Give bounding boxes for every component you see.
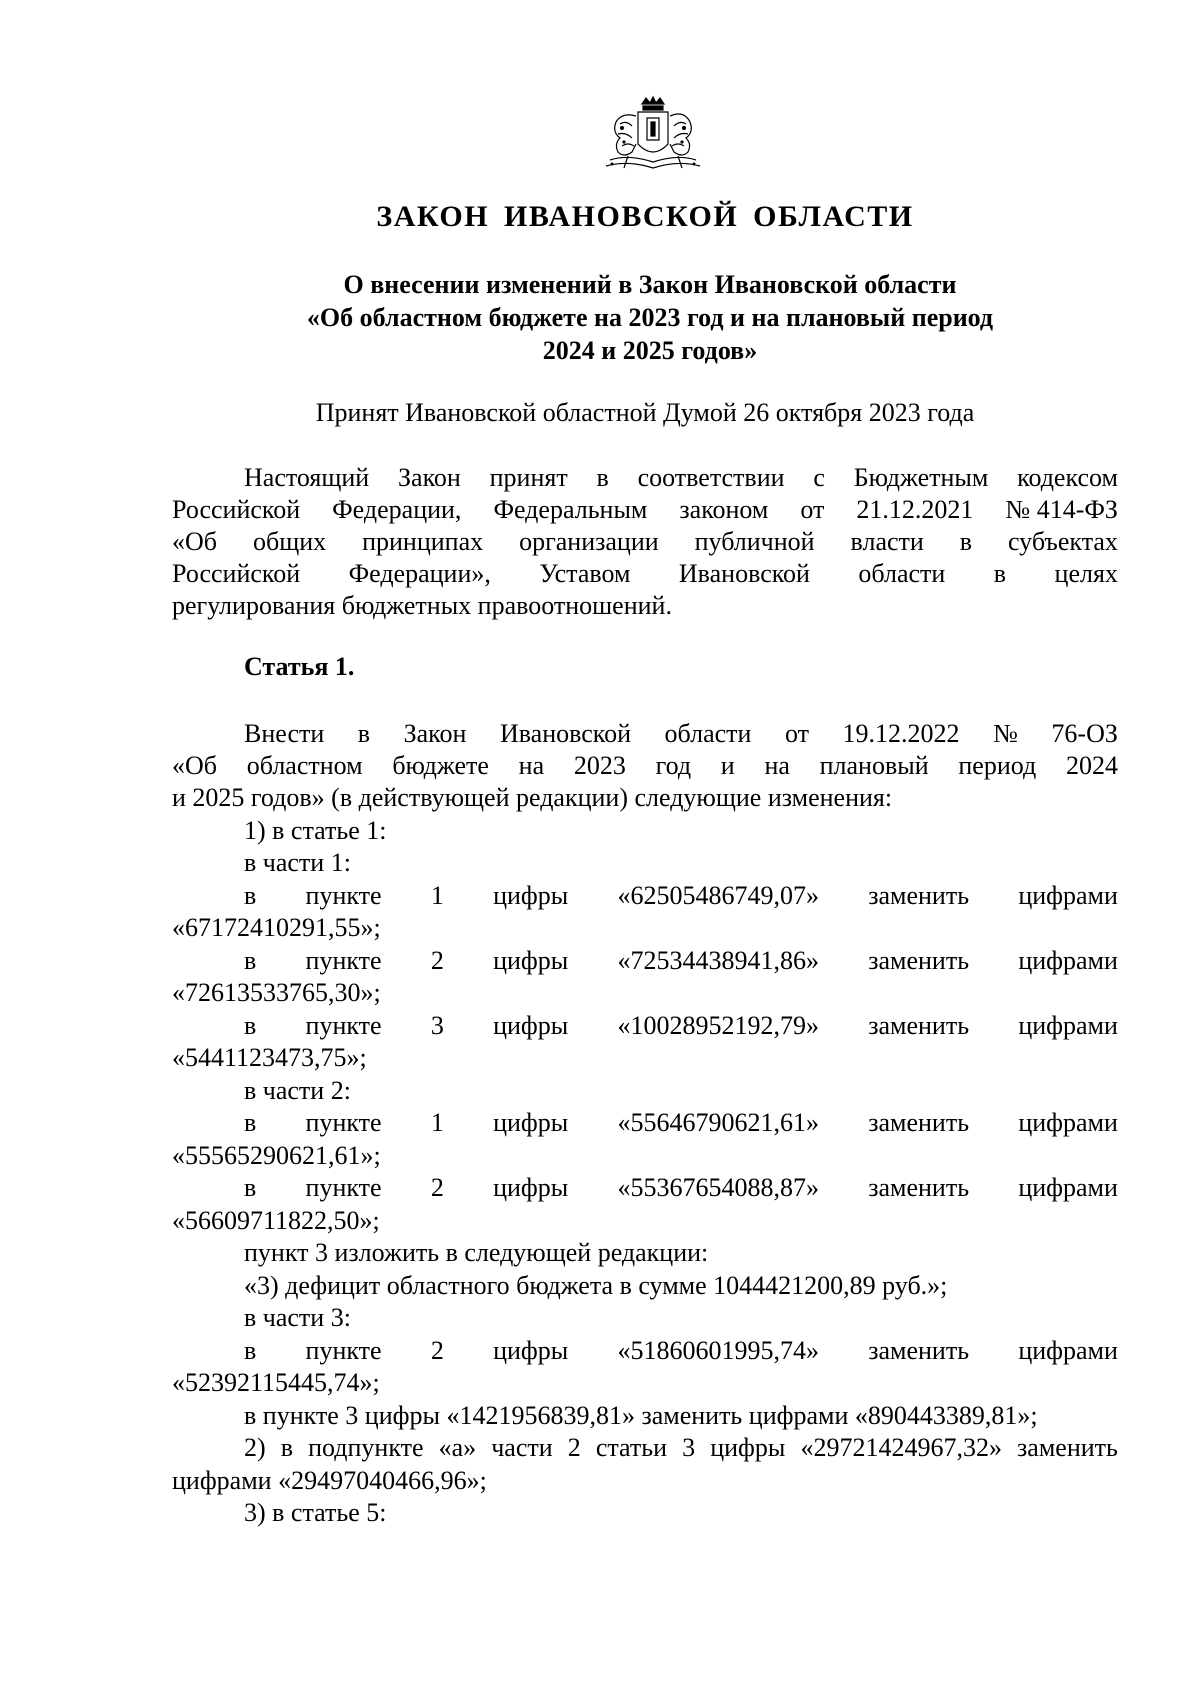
part-2-point-2-value: «56609711822,50»; bbox=[172, 1205, 380, 1235]
preamble-line: Настоящий Закон принят в соответствии с Бюджетным кодексом bbox=[244, 463, 1118, 492]
part-1-point-3: в пункте 3 цифры «10028952192,79» заменить цифрами bbox=[244, 1010, 1118, 1040]
preamble-line: «Об общих принципах организации публичной власти в субъектах bbox=[172, 527, 1118, 556]
adoption-note: Принят Ивановской областной Думой 26 октября 2023 года bbox=[315, 398, 975, 427]
preamble-line: регулирования бюджетных правоотношений. bbox=[172, 591, 672, 620]
item-2-value: цифрами «29497040466,96»; bbox=[172, 1465, 487, 1495]
item-2: 2) в подпункте «а» части 2 статьи 3 цифры «29721424967,32» заменить bbox=[244, 1433, 1118, 1462]
part-2-point-1: в пункте 1 цифры «55646790621,61» заменить цифрами bbox=[244, 1108, 1118, 1137]
part-2-point-3: пункт 3 изложить в следующей редакции: bbox=[244, 1238, 709, 1267]
article-heading: Статья 1. bbox=[244, 652, 355, 681]
law-subtitle-line-3: 2024 и 2025 годов» bbox=[542, 336, 758, 365]
law-subtitle-line-1: О внесении изменений в Закон Ивановской области bbox=[343, 270, 957, 299]
part-3-point-2: в пункте 2 цифры «51860601995,74» заменить цифрами bbox=[244, 1335, 1118, 1365]
part-3-point-2-value: «52392115445,74»; bbox=[172, 1368, 380, 1397]
part-1-point-1: в пункте 1 цифры «62505486749,07» заменить цифрами bbox=[244, 880, 1118, 910]
part-1-point-2-value: «72613533765,30»; bbox=[172, 978, 381, 1007]
article-intro-line: и 2025 годов» (в действующей редакции) следующие изменения: bbox=[172, 783, 893, 812]
part-1-point-2: в пункте 2 цифры «72534438941,86» заменить цифрами bbox=[244, 945, 1118, 975]
item-1: 1) в статье 1: bbox=[244, 815, 387, 845]
part-1-point-1-value: «67172410291,55»; bbox=[172, 913, 381, 942]
part-2-point-3-quote: «3) дефицит областного бюджета в сумме 1044421200,89 руб.»; bbox=[244, 1270, 948, 1300]
preamble bbox=[172, 462, 1118, 623]
article-intro-line: «Об областном бюджете на 2023 год и на плановый период 2024 bbox=[172, 751, 1118, 780]
preamble-line: Российской Федерации, Федеральным законом от 21.12.2021 № 414-ФЗ bbox=[172, 495, 1118, 524]
article-body bbox=[172, 718, 1118, 1530]
part-1-label: в части 1: bbox=[244, 848, 351, 877]
article-intro-line: Внести в Закон Ивановской области от 19.12.2022 № 76-ОЗ bbox=[244, 719, 1118, 748]
part-2-label: в части 2: bbox=[244, 1075, 351, 1105]
part-3-point-3: в пункте 3 цифры «1421956839,81» заменить цифрами «890443389,81»; bbox=[244, 1400, 1038, 1430]
part-1-point-3-value: «5441123473,75»; bbox=[172, 1043, 367, 1072]
part-2-point-1-value: «55565290621,61»; bbox=[172, 1140, 381, 1170]
item-3: 3) в статье 5: bbox=[244, 1498, 387, 1527]
part-3-label: в части 3: bbox=[244, 1303, 351, 1332]
law-title: ЗАКОН ИВАНОВСКОЙ ОБЛАСТИ bbox=[376, 200, 914, 233]
preamble-line: Российской Федерации», Уставом Ивановской области в целях bbox=[172, 559, 1118, 588]
law-subtitle-line-2: «Об областном бюджете на 2023 год и на плановый период bbox=[306, 303, 994, 332]
part-2-point-2: в пункте 2 цифры «55367654088,87» заменить цифрами bbox=[244, 1173, 1118, 1202]
coat-of-arms-emblem bbox=[598, 94, 708, 178]
